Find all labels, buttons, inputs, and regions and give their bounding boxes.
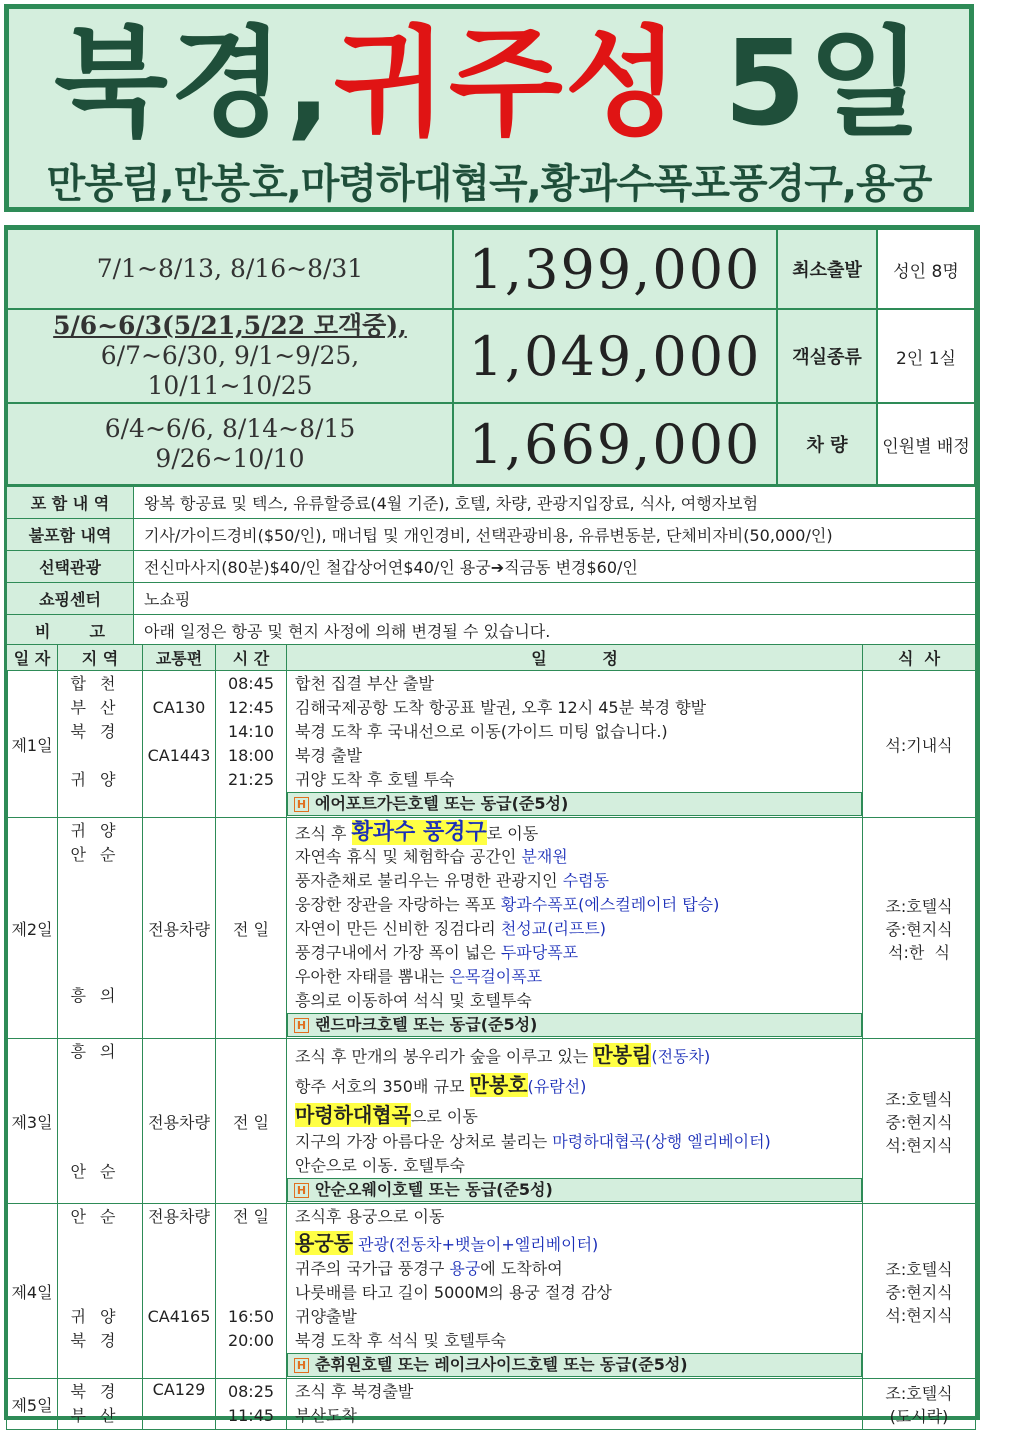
info-label: 포 함 내 역: [7, 487, 134, 519]
plan-line: [295, 845, 861, 869]
info-row: [7, 551, 976, 583]
plan-line: 북경 출발: [295, 746, 362, 765]
hotel-icon: H: [294, 797, 309, 812]
text: 귀주의 국가급 풍경구: [295, 1259, 450, 1278]
plan-line: 북경 도착 후 국내선으로 이동(가이드 미팅 없습니다.): [295, 722, 668, 741]
region: 북경: [70, 722, 130, 741]
spot: 수렴동: [562, 871, 610, 890]
date-line: 6/7~6/30, 9/1~9/25,: [100, 341, 360, 370]
date-line: [9, 311, 451, 341]
day-plan: [287, 1204, 863, 1379]
info-label: 쇼핑센터: [7, 583, 134, 615]
highlight: 용궁동: [295, 1231, 353, 1255]
spot: (유람선): [527, 1077, 587, 1096]
day-row-1: [7, 671, 976, 818]
day-transport: 전용차량: [143, 818, 216, 1039]
price-info: 인원별 배정: [877, 403, 975, 485]
text: 조식 후 만개의 봉우리가 숲을 이루고 있는: [295, 1047, 594, 1066]
day-regions: [58, 1379, 143, 1430]
hotel-line: [287, 792, 862, 816]
price-value: 1,399,000: [453, 229, 777, 309]
plan-line: 귀양 도착 후 호텔 투숙: [295, 770, 455, 789]
day-meals: [863, 1204, 976, 1379]
hotel-icon: H: [294, 1183, 309, 1198]
day-label: 제2일: [7, 818, 58, 1039]
day-meals: [863, 671, 976, 818]
region: 북경: [70, 1382, 130, 1401]
plan-line: [295, 869, 861, 893]
date-line: 10/11~10/25: [147, 371, 313, 400]
text: 항주 서호의 350배 규모: [295, 1077, 470, 1096]
day-label: 제4일: [7, 1204, 58, 1379]
title-part3: 5일: [723, 14, 924, 152]
transport: [144, 672, 214, 696]
plan-line: [295, 1130, 861, 1154]
info-value: 전신마사지(80분)$40/인 철갑상어연$40/인 용궁➔직금동 변경$60/인: [134, 551, 976, 583]
day-times: [216, 671, 287, 818]
meal: 조:호텔식: [885, 1259, 953, 1279]
price-dates: [7, 403, 453, 485]
info-table: [6, 486, 976, 647]
spot: 분재원: [521, 847, 568, 866]
day-transport: CA129: [143, 1379, 216, 1430]
info-row: [7, 487, 976, 519]
page-title: [9, 13, 969, 153]
region: 안순: [70, 1207, 130, 1226]
plan-line: 조식 후 북경출발: [295, 1382, 414, 1401]
region: 부산: [70, 1406, 130, 1425]
plan-line: 안순으로 이동. 호텔투숙: [295, 1156, 465, 1175]
region: [59, 744, 141, 768]
plan-line: [295, 1257, 861, 1281]
price-value: 1,669,000: [453, 403, 777, 485]
title-part2: 귀주성: [332, 14, 681, 152]
meal: 석:한 식: [888, 942, 950, 962]
hotel-line: [287, 1013, 862, 1037]
spot: 관광(전동차+뱃놀이+엘리베이터): [352, 1235, 599, 1254]
info-value: 기사/가이드경비($50/인), 매너팁 및 개인경비, 선택관광비용, 유류변동분, 단체비자비(50,000/인): [134, 519, 976, 551]
plan-line: [295, 1040, 861, 1070]
date-line: 6/4~6/6, 8/14~8/15: [104, 414, 356, 443]
hotel-icon: H: [294, 1018, 309, 1033]
schedule-header: [7, 645, 976, 671]
hotel-name: 랜드마크호텔 또는 동급(준5성): [315, 1015, 538, 1034]
price-label: 차 량: [777, 403, 877, 485]
day-meals: [863, 818, 976, 1039]
price-label: 객실종류: [777, 309, 877, 403]
day-label: 제3일: [7, 1039, 58, 1204]
spot: 두파당폭포: [500, 943, 579, 962]
text: 웅장한 장관을 자랑하는 폭포: [295, 895, 501, 914]
schedule-table: [6, 644, 976, 1430]
time: 12:45: [227, 698, 275, 717]
plan-line: 나룻배를 타고 길이 5000M의 용궁 절경 감상: [295, 1283, 612, 1302]
day-regions: [58, 671, 143, 818]
header-time: 시 간: [216, 645, 287, 671]
hotel-name: 안순오웨이호텔 또는 동급(준5성): [315, 1180, 553, 1199]
day-meals: [863, 1379, 976, 1430]
highlight: 만봉호: [469, 1073, 528, 1097]
plan-line: [295, 917, 861, 941]
hotel-line: [287, 1353, 862, 1377]
text: 자연이 만든 신비한 징검다리: [295, 919, 501, 938]
day-label: 제5일: [7, 1379, 58, 1430]
spot: 마령하대협곡(상행 엘리베이터): [552, 1132, 771, 1151]
price-dates: [7, 229, 453, 309]
meal: (도시락): [889, 1407, 949, 1426]
plan-line: [295, 965, 861, 989]
page-subtitle: 만봉림,만봉호,마령하대협곡,황과수폭포풍경구,용궁: [46, 161, 932, 207]
price-label: 최소출발: [777, 229, 877, 309]
hotel-icon: H: [294, 1358, 309, 1373]
day-plan: [287, 671, 863, 818]
spot: (전동차): [651, 1047, 711, 1066]
day-plan: [287, 1379, 863, 1430]
price-row: [7, 229, 975, 309]
header-day: 일 자: [7, 645, 58, 671]
text: 풍자춘채로 불리우는 유명한 관광지인: [295, 871, 563, 890]
day-time: 전 일: [216, 818, 287, 1039]
info-row: [7, 583, 976, 615]
day-plan: [287, 1039, 863, 1204]
spot: 은목걸이폭포: [449, 967, 543, 986]
day-row-3: [7, 1039, 976, 1204]
plan-line: 귀양출발: [295, 1307, 357, 1326]
plan-line: [295, 1100, 861, 1130]
hotel-line: [287, 1178, 862, 1202]
price-value: 1,049,000: [453, 309, 777, 403]
time: 16:50: [227, 1307, 275, 1326]
day-row-5: [7, 1379, 976, 1430]
region: 합천: [70, 674, 130, 693]
plan-line: [295, 1070, 861, 1100]
region: 귀양: [70, 1307, 130, 1326]
meal: 중:현지식: [885, 919, 953, 939]
plan-line: 합천 집결 부산 출발: [295, 674, 434, 693]
day-regions: [58, 1039, 143, 1204]
region: 안순: [70, 1162, 130, 1181]
date-line: 9/26~10/10: [155, 444, 305, 473]
info-label: 불포함 내역: [7, 519, 134, 551]
time: 18:00: [227, 746, 275, 765]
day-transport: [143, 671, 216, 818]
meal: 조:호텔식: [885, 896, 953, 916]
region: 귀양: [70, 821, 130, 840]
price-info: 2인 1실: [877, 309, 975, 403]
region: 흥의: [70, 986, 130, 1005]
info-value: 왕복 항공료 및 텍스, 유류할증료(4월 기준), 호텔, 차량, 관광지입장료, 식사, 여행자보험: [134, 487, 976, 519]
transport: CA1443: [147, 746, 211, 765]
highlight: 만봉림: [593, 1043, 652, 1067]
plan-line: [295, 819, 861, 845]
meal: 석:현지식: [885, 1305, 953, 1325]
highlight: 황과수 풍경구: [351, 820, 487, 845]
header-region: 지 역: [58, 645, 143, 671]
day-meals: [863, 1039, 976, 1204]
price-info: 성인 8명: [877, 229, 975, 309]
time: 전 일: [233, 1207, 269, 1226]
plan-line: [295, 1229, 861, 1257]
day-row-2: [7, 818, 976, 1039]
spot: 천성교(리프트): [500, 919, 607, 938]
hotel-name: 에어포트가든호텔 또는 동급(준5성): [315, 794, 569, 813]
transport: [144, 768, 214, 792]
plan-line: [295, 893, 861, 917]
text: 우아한 자태를 뽐내는: [295, 967, 450, 986]
day-regions: [58, 1204, 143, 1379]
day-plan: [287, 818, 863, 1039]
header-plan: 일 정: [287, 645, 863, 671]
highlight: 마령하대협곡: [295, 1103, 411, 1127]
spot: 황과수폭포(에스컬레이터 탑승): [500, 895, 720, 914]
meal: 중:현지식: [885, 1112, 953, 1132]
time: 21:25: [227, 770, 275, 789]
time: 14:10: [227, 722, 275, 741]
info-label: 비 고: [7, 615, 134, 647]
spot: 용궁: [449, 1259, 481, 1278]
info-row: [7, 519, 976, 551]
day-times: [216, 1379, 287, 1430]
plan-line: 부산도착: [295, 1406, 357, 1425]
region: 부산: [70, 698, 130, 717]
title-box: [4, 4, 974, 212]
text: 으로 이동: [410, 1107, 478, 1126]
date-underlined: 5/6~6/3(5/21,5/22 모객중),: [53, 311, 407, 340]
transport: CA130: [152, 698, 206, 717]
info-row: [7, 615, 976, 647]
text: 조식 후: [295, 824, 352, 843]
plan-line: 김해국제공항 도착 항공표 발권, 오후 12시 45분 북경 향발: [295, 698, 707, 717]
text: 풍경구내에서 가장 폭이 넓은: [295, 943, 501, 962]
meal: 조:호텔식: [885, 1089, 953, 1109]
meal: 석:현지식: [885, 1135, 953, 1155]
hotel-name: 춘휘원호텔 또는 레이크사이드호텔 또는 동급(준5성): [315, 1355, 688, 1374]
day-times: [216, 1204, 287, 1379]
info-value: 노쇼핑: [134, 583, 976, 615]
transport: CA4165: [147, 1307, 211, 1326]
header-transport: 교통편: [143, 645, 216, 671]
time: 08:45: [227, 674, 275, 693]
plan-line: 흥의로 이동하여 석식 및 호텔투숙: [295, 991, 532, 1010]
meal: 중:현지식: [885, 1282, 953, 1302]
region: 흥의: [70, 1042, 130, 1061]
plan-line: 북경 도착 후 석식 및 호텔투숙: [295, 1331, 506, 1350]
time: 11:45: [227, 1406, 275, 1425]
info-value: 아래 일정은 항공 및 현지 사정에 의해 변경될 수 있습니다.: [134, 615, 976, 647]
day-time: 전 일: [216, 1039, 287, 1204]
meal: 석:기내식: [885, 735, 953, 755]
meal: 조:호텔식: [885, 1384, 953, 1403]
price-dates: [7, 309, 453, 403]
header-meal: 식 사: [863, 645, 976, 671]
plan-line: [295, 941, 861, 965]
day-transport: [143, 1204, 216, 1379]
time: 20:00: [227, 1331, 275, 1350]
text: 로 이동: [486, 824, 539, 843]
day-label: 제1일: [7, 671, 58, 818]
info-label: 선택관광: [7, 551, 134, 583]
text: 자연속 휴식 및 체험학습 공간인: [295, 847, 522, 866]
date-line: 7/1~8/13, 8/16~8/31: [96, 254, 364, 283]
price-table: [6, 228, 976, 486]
day-regions: [58, 818, 143, 1039]
price-row: [7, 309, 975, 403]
text: 에 도착하여: [480, 1259, 563, 1278]
region: 귀양: [70, 770, 130, 789]
title-part1: 북경,: [54, 14, 333, 152]
region: 안순: [70, 845, 130, 864]
transport: 전용차량: [148, 1207, 210, 1226]
transport: [144, 720, 214, 744]
day-row-4: [7, 1204, 976, 1379]
region: 북경: [70, 1331, 130, 1350]
time: 08:25: [227, 1382, 275, 1401]
text: 지구의 가장 아름다운 상처로 불리는: [295, 1132, 553, 1151]
plan-line: 조식후 용궁으로 이동: [295, 1207, 445, 1226]
price-row: [7, 403, 975, 485]
day-transport: 전용차량: [143, 1039, 216, 1204]
